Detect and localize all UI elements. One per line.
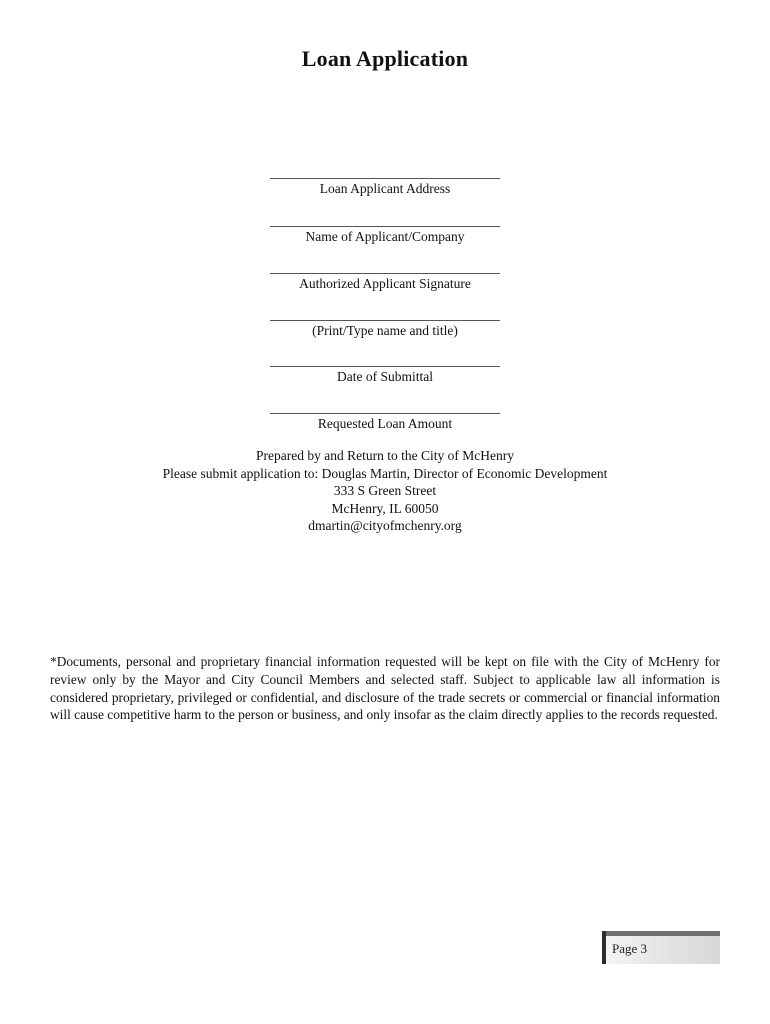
applicant-address-field[interactable] xyxy=(270,178,500,197)
signature-line[interactable] xyxy=(270,226,500,227)
applicant-name-field[interactable] xyxy=(270,226,500,245)
street-address: 333 S Green Street xyxy=(333,483,437,498)
signature-line[interactable] xyxy=(270,320,500,321)
signature-line[interactable] xyxy=(270,413,500,414)
page-number-box xyxy=(602,931,720,964)
prepared-by-text: Prepared by and Return to the City of McHenry xyxy=(256,448,514,463)
page-title: Loan Application xyxy=(301,46,469,71)
field-label: Requested Loan Amount xyxy=(317,416,453,431)
field-label: (Print/Type name and title) xyxy=(312,323,458,338)
submit-to-text: Please submit application to: Douglas Martin, Director of Economic Development xyxy=(162,465,608,481)
loan-amount-field[interactable] xyxy=(270,413,500,432)
submission-info xyxy=(0,447,770,535)
field-label: Authorized Applicant Signature xyxy=(299,276,471,291)
print-name-title-field[interactable] xyxy=(270,320,500,339)
applicant-signature-field[interactable] xyxy=(270,273,500,292)
signature-line[interactable] xyxy=(270,366,500,367)
contact-email: dmartin@cityofmchenry.org xyxy=(308,518,462,533)
confidentiality-disclaimer: *Documents, personal and proprietary financial information requested will be kept on file with the City of McHenry for review only by the Mayor and City Council Members and selected staff. Subject to applicable law all information is considered proprietary, privileged or confidential, and disclosure of the trade secrets or commercial or financial information will cause competitive harm to the person or business, and only insofar as the claim directly applies to the records requested. xyxy=(50,654,720,723)
field-label: Loan Applicant Address xyxy=(319,181,451,196)
signature-line[interactable] xyxy=(270,178,500,179)
signature-line[interactable] xyxy=(270,273,500,274)
submittal-date-field[interactable] xyxy=(270,366,500,385)
page-box-left-rule xyxy=(602,931,606,964)
page-number: Page 3 xyxy=(612,941,648,956)
field-label: Name of Applicant/Company xyxy=(305,229,465,244)
city-state-zip: McHenry, IL 60050 xyxy=(331,500,439,516)
field-label: Date of Submittal xyxy=(337,369,433,384)
